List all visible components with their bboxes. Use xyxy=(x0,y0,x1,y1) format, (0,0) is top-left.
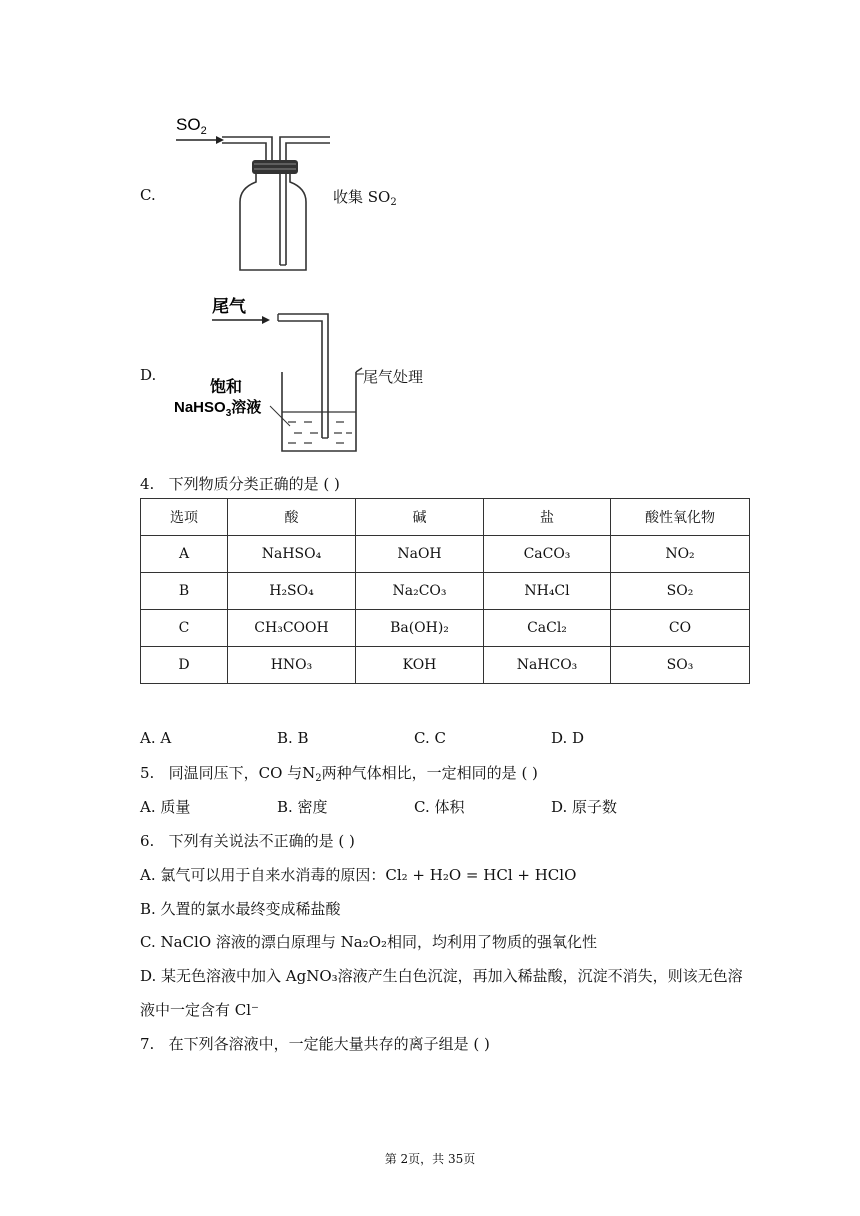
q5-option-b: B. 密度 xyxy=(277,798,328,816)
header-cell: 酸性氧化物 xyxy=(611,499,750,536)
q5-option-c: C. 体积 xyxy=(414,798,465,816)
table-cell: NH₄Cl xyxy=(484,573,611,610)
option-c-caption: 收集 $SO_2$ xyxy=(333,188,397,208)
q6-option-d-line1: D. 某无色溶液中加入 AgNO₃溶液产生白色沉淀，再加入稀盐酸，沉淀不消失，则该无色溶 xyxy=(140,967,743,985)
question-stem: 在下列各溶液中，一定能大量共存的离子组是 ( ) xyxy=(168,1035,490,1053)
table-cell: C xyxy=(141,610,228,647)
table-cell: Na₂CO₃ xyxy=(356,573,484,610)
tail-gas-beaker-diagram xyxy=(170,288,370,460)
table-cell: H₂SO₄ xyxy=(228,573,356,610)
liquid-label-line2: NaHSO$_3$溶液 xyxy=(174,399,262,419)
table-cell: CaCO₃ xyxy=(484,536,611,573)
page-footer: 第 2页，共 35页 xyxy=(384,1152,476,1166)
table-cell: D xyxy=(141,647,228,684)
q6-option-d-line2: 液中一定含有 Cl⁻ xyxy=(140,1001,259,1019)
q4-option-b: B. B xyxy=(277,729,309,747)
question-6 xyxy=(140,830,355,851)
table-row xyxy=(141,647,750,684)
gas-collection-bottle-diagram xyxy=(170,110,340,280)
table-row xyxy=(141,610,750,647)
liquid-label-line1: 饱和 xyxy=(210,379,243,396)
q6-option-b: B. 久置的氯水最终变成稀盐酸 xyxy=(140,900,341,918)
table-cell: CaCl₂ xyxy=(484,610,611,647)
q6-option-c: C. NaClO 溶液的漂白原理与 Na₂O₂相同，均利用了物质的强氧化性 xyxy=(140,933,598,951)
header-cell: 选项 xyxy=(141,499,228,536)
question-number: 7. xyxy=(140,1035,155,1053)
header-cell: 盐 xyxy=(484,499,611,536)
table-cell: NaOH xyxy=(356,536,484,573)
q5-option-d: D. 原子数 xyxy=(551,798,618,816)
option-d-caption: 尾气处理 xyxy=(363,368,424,386)
q4-option-d: D. D xyxy=(551,729,585,747)
table-row xyxy=(141,536,750,573)
q4-option-c: C. C xyxy=(414,729,446,747)
table-cell: NaHCO₃ xyxy=(484,647,611,684)
table-cell: CO xyxy=(611,610,750,647)
table-cell: B xyxy=(141,573,228,610)
tail-gas-label: 尾气 xyxy=(212,297,246,316)
classification-table xyxy=(140,498,750,684)
question-4 xyxy=(140,473,340,494)
header-cell: 酸 xyxy=(228,499,356,536)
table-header-row xyxy=(141,499,750,536)
table-cell: SO₃ xyxy=(611,647,750,684)
option-c-letter: C. xyxy=(140,186,156,204)
table-cell: NO₂ xyxy=(611,536,750,573)
table-cell: HNO₃ xyxy=(228,647,356,684)
so2-label: $SO_2$ xyxy=(176,115,207,137)
header-cell: 碱 xyxy=(356,499,484,536)
q6-option-a: A. 氯气可以用于自来水消毒的原因：Cl₂ + H₂O = HCl + HClO xyxy=(140,866,577,884)
question-stem: 下列有关说法不正确的是 ( ) xyxy=(168,832,355,850)
table-cell: Ba(OH)₂ xyxy=(356,610,484,647)
question-number: 5. xyxy=(140,764,155,782)
question-stem: 同温同压下，CO 与$N_2$两种气体相比，一定相同的是 ( ) xyxy=(168,764,538,784)
option-d-letter: D. xyxy=(140,366,157,384)
table-cell: KOH xyxy=(356,647,484,684)
table-cell: SO₂ xyxy=(611,573,750,610)
question-number: 4. xyxy=(140,475,155,493)
table-cell: CH₃COOH xyxy=(228,610,356,647)
q5-option-a: A. 质量 xyxy=(140,798,191,816)
q4-option-a: A. A xyxy=(140,729,172,747)
table-cell: NaHSO₄ xyxy=(228,536,356,573)
question-7 xyxy=(140,1033,490,1054)
question-5 xyxy=(140,762,538,784)
table-row xyxy=(141,573,750,610)
table-cell: A xyxy=(141,536,228,573)
question-number: 6. xyxy=(140,832,155,850)
question-stem: 下列物质分类正确的是 ( ) xyxy=(168,475,340,493)
